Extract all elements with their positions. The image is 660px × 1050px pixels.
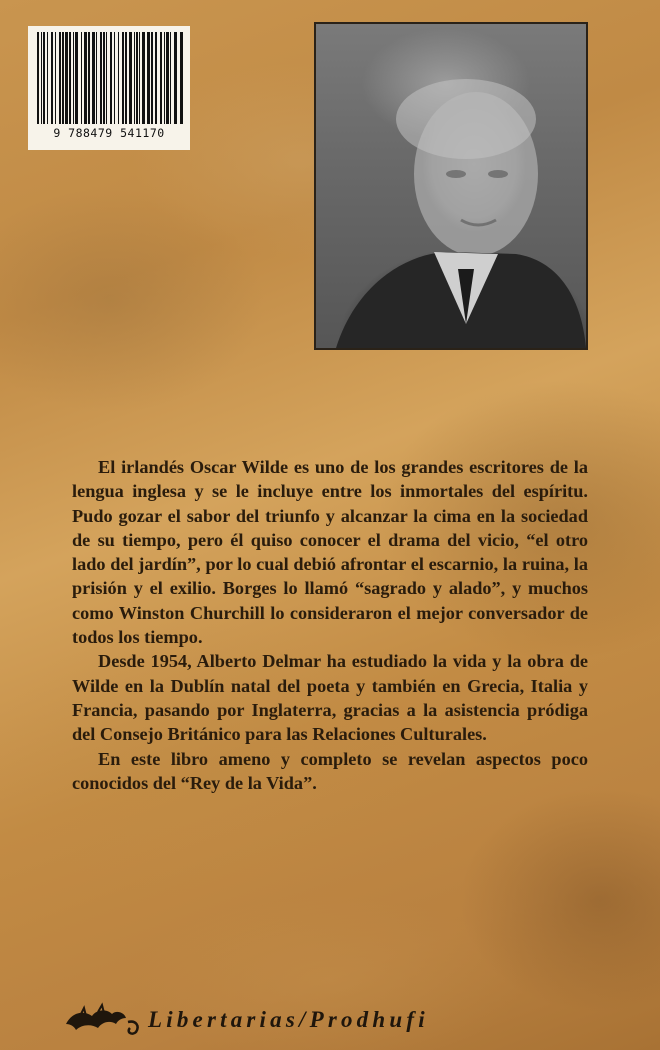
barcode-stripe	[47, 32, 48, 124]
barcode-stripe	[55, 32, 56, 124]
barcode-stripe	[129, 32, 132, 124]
barcode-stripe	[96, 32, 97, 124]
barcode-stripe	[180, 32, 183, 124]
description-paragraph-3: En este libro ameno y completo se revelan aspectos poco conocidos del “Rey de la Vida”.	[72, 748, 588, 793]
barcode-stripe	[106, 32, 107, 124]
portrait-figure	[316, 24, 586, 348]
barcode-stripe	[100, 32, 102, 124]
barcode-stripe	[166, 32, 169, 124]
dragon-logo-icon	[62, 1002, 142, 1038]
barcode-stripe	[43, 32, 45, 124]
isbn-number: 9 788479 541170	[53, 126, 165, 140]
barcode-bars	[35, 32, 183, 124]
barcode-stripe	[174, 32, 177, 124]
barcode-stripe	[118, 32, 119, 124]
barcode-stripe	[139, 32, 140, 124]
barcode-stripe	[147, 32, 150, 124]
barcode-stripe	[151, 32, 153, 124]
barcode-stripe	[75, 32, 78, 124]
barcode-stripe	[51, 32, 53, 124]
description-paragraph-1: El irlandés Oscar Wilde es uno de los grandes escritores de la lengua inglesa y se le incluye entre los inmortales del espíritu. Pudo gozar el sabor del triunfo y alcanzar la cima en la sociedad de su tiempo, pero él quiso conocer el drama del vicio, “el otro lado del jardín”, por lo cual debió afrontar el escarnio, la ruina, la prisión y el exilio. Borges lo llamó “sagrado y alado”, y muchos como Winston Churchill lo consideraron el mejor conversador de todos los tiempo.	[72, 457, 588, 648]
barcode-stripe	[136, 32, 138, 124]
barcode-stripe	[110, 32, 112, 124]
barcode-stripe	[37, 32, 39, 124]
publisher-imprint	[62, 1000, 602, 1040]
barcode-stripe	[73, 32, 74, 124]
barcode-stripe	[125, 32, 127, 124]
barcode-stripe	[114, 32, 115, 124]
barcode-stripe	[160, 32, 162, 124]
barcode-stripe	[59, 32, 61, 124]
barcode-stripe	[84, 32, 87, 124]
barcode-stripe	[65, 32, 68, 124]
barcode-stripe	[81, 32, 82, 124]
barcode-stripe	[92, 32, 95, 124]
barcode-stripe	[142, 32, 145, 124]
barcode-stripe	[62, 32, 64, 124]
barcode-stripe	[88, 32, 90, 124]
barcode-stripe	[134, 32, 135, 124]
book-description	[72, 455, 588, 795]
barcode-stripe	[170, 32, 171, 124]
barcode-stripe	[155, 32, 157, 124]
barcode-stripe	[103, 32, 105, 124]
barcode-stripe	[41, 32, 42, 124]
publisher-name: Libertarias/Prodhufi	[148, 1007, 429, 1032]
barcode-stripe	[122, 32, 124, 124]
isbn-barcode	[28, 26, 190, 150]
description-paragraph-2: Desde 1954, Alberto Delmar ha estudiado la vida y la obra de Wilde en la Dublín natal del poeta y también en Grecia, Italia y Francia, pasando por Inglaterra, gracias a la asistencia pródiga del Consejo Británico para las Relaciones Culturales.	[72, 651, 588, 745]
barcode-stripe	[164, 32, 165, 124]
barcode-stripe	[69, 32, 71, 124]
author-portrait	[314, 22, 588, 350]
